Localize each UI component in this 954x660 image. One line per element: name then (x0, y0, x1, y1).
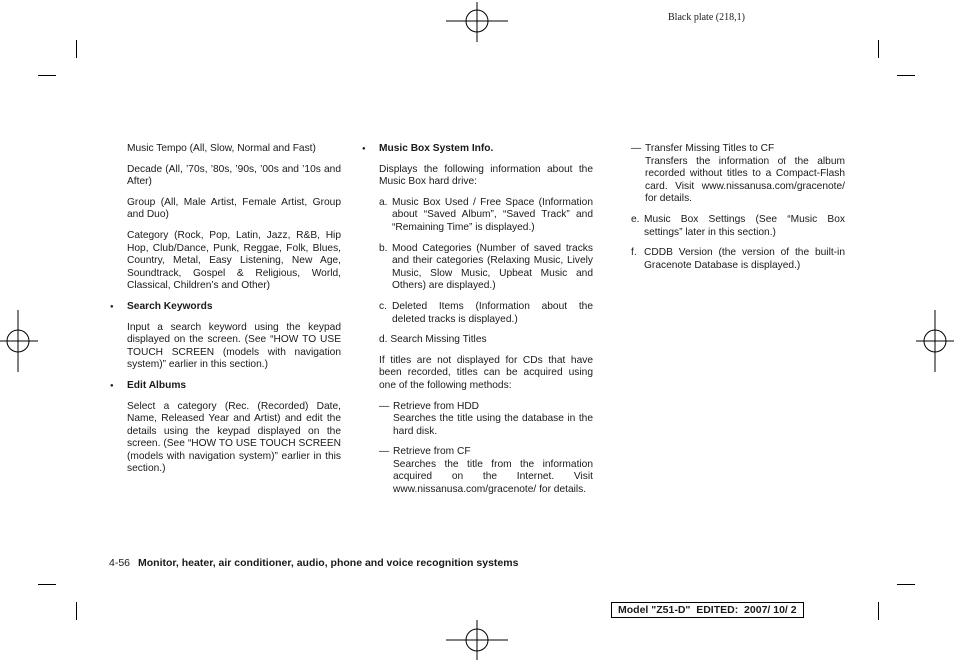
registration-mark-right-icon (916, 310, 954, 372)
music-box-intro: Displays the following information about the Music Box hard drive: (379, 163, 593, 188)
item-c: c. Deleted Items (Information about the deleted tracks is displayed.) (379, 300, 593, 325)
edit-albums-heading: ● Edit Albums (109, 380, 341, 393)
edit-albums-body: Select a category (Rec. (Recorded) Date, Name, Released Year and Artist) and edit the details using the keypad displayed on the screen. (See “HOW TO USE TOUCH SCREEN (models with navigation system)” earlier in this section.) (127, 400, 341, 475)
plate-label: Black plate (218,1) (668, 12, 745, 23)
retrieve-hdd: — Retrieve from HDD Searches the title using the database in the hard disk. (379, 400, 593, 437)
missing-titles-intro: If titles are not displayed for CDs that have been recorded, titles can be acquired using one of the following methods: (379, 354, 593, 391)
registration-mark-bottom-icon (446, 620, 508, 660)
search-keywords-body: Input a search keyword using the keypad displayed on the screen. (See “HOW TO USE TOUCH SCREEN (models with navigation system)” earlier in this section.) (127, 321, 341, 371)
item-b: b. Mood Categories (Number of saved tracks and their categories (Relaxing Music, Lively Music, Slow Music, Upbeat Music and Others) are displayed.) (379, 242, 593, 292)
list-item: Group (All, Male Artist, Female Artist, Group and Duo) (127, 196, 341, 221)
section-title: Monitor, heater, air conditioner, audio, phone and voice recognition systems (138, 557, 519, 569)
model-edited-stamp: Model "Z51-D" EDITED: 2007/ 10/ 2 (611, 602, 804, 618)
list-item: Music Tempo (All, Slow, Normal and Fast) (127, 143, 316, 154)
list-item: Decade (All, ’70s, ’80s, ’90s, ’00s and ’10s and After) (127, 163, 341, 188)
item-f: f. CDDB Version (the version of the built-in Gracenote Database is displayed.) (631, 247, 845, 271)
music-box-info-heading: ● Music Box System Info. (361, 143, 593, 156)
column-2 (361, 143, 593, 505)
item-a: a. Music Box Used / Free Space (Information about “Saved Album”, “Saved Track” and “Remaining Time” is displayed.) (379, 196, 593, 233)
retrieve-cf: — Retrieve from CF Searches the title from the information acquired on the Internet. Visit www.nissanusa.com/gracenote/ for details. (379, 446, 593, 496)
registration-mark-top-icon (446, 2, 508, 42)
column-3 (613, 143, 845, 280)
page-footer (109, 557, 518, 569)
search-keywords-heading: ● Search Keywords (109, 301, 341, 314)
column-1 (109, 143, 341, 484)
item-e: e. Music Box Settings (See “Music Box settings” later in this section.) (631, 213, 845, 238)
page-number: 4-56 (109, 557, 131, 569)
registration-mark-left-icon (0, 310, 38, 372)
transfer-missing-titles: — Transfer Missing Titles to CF Transfers the information of the album recorded without titles to a Compact-Flash card. Visit www.nissanusa.com/gracenote/ for details. (631, 143, 845, 205)
item-d: d. Search Missing Titles (379, 334, 487, 346)
list-item: Category (Rock, Pop, Latin, Jazz, R&B, Hip Hop, Club/Dance, Punk, Reggae, Folk, Blues, Country, Metal, Easy Listening, New Age, Soundtrack, Gospel & Religious, World, Classical, Children’s and Other) (127, 229, 341, 292)
